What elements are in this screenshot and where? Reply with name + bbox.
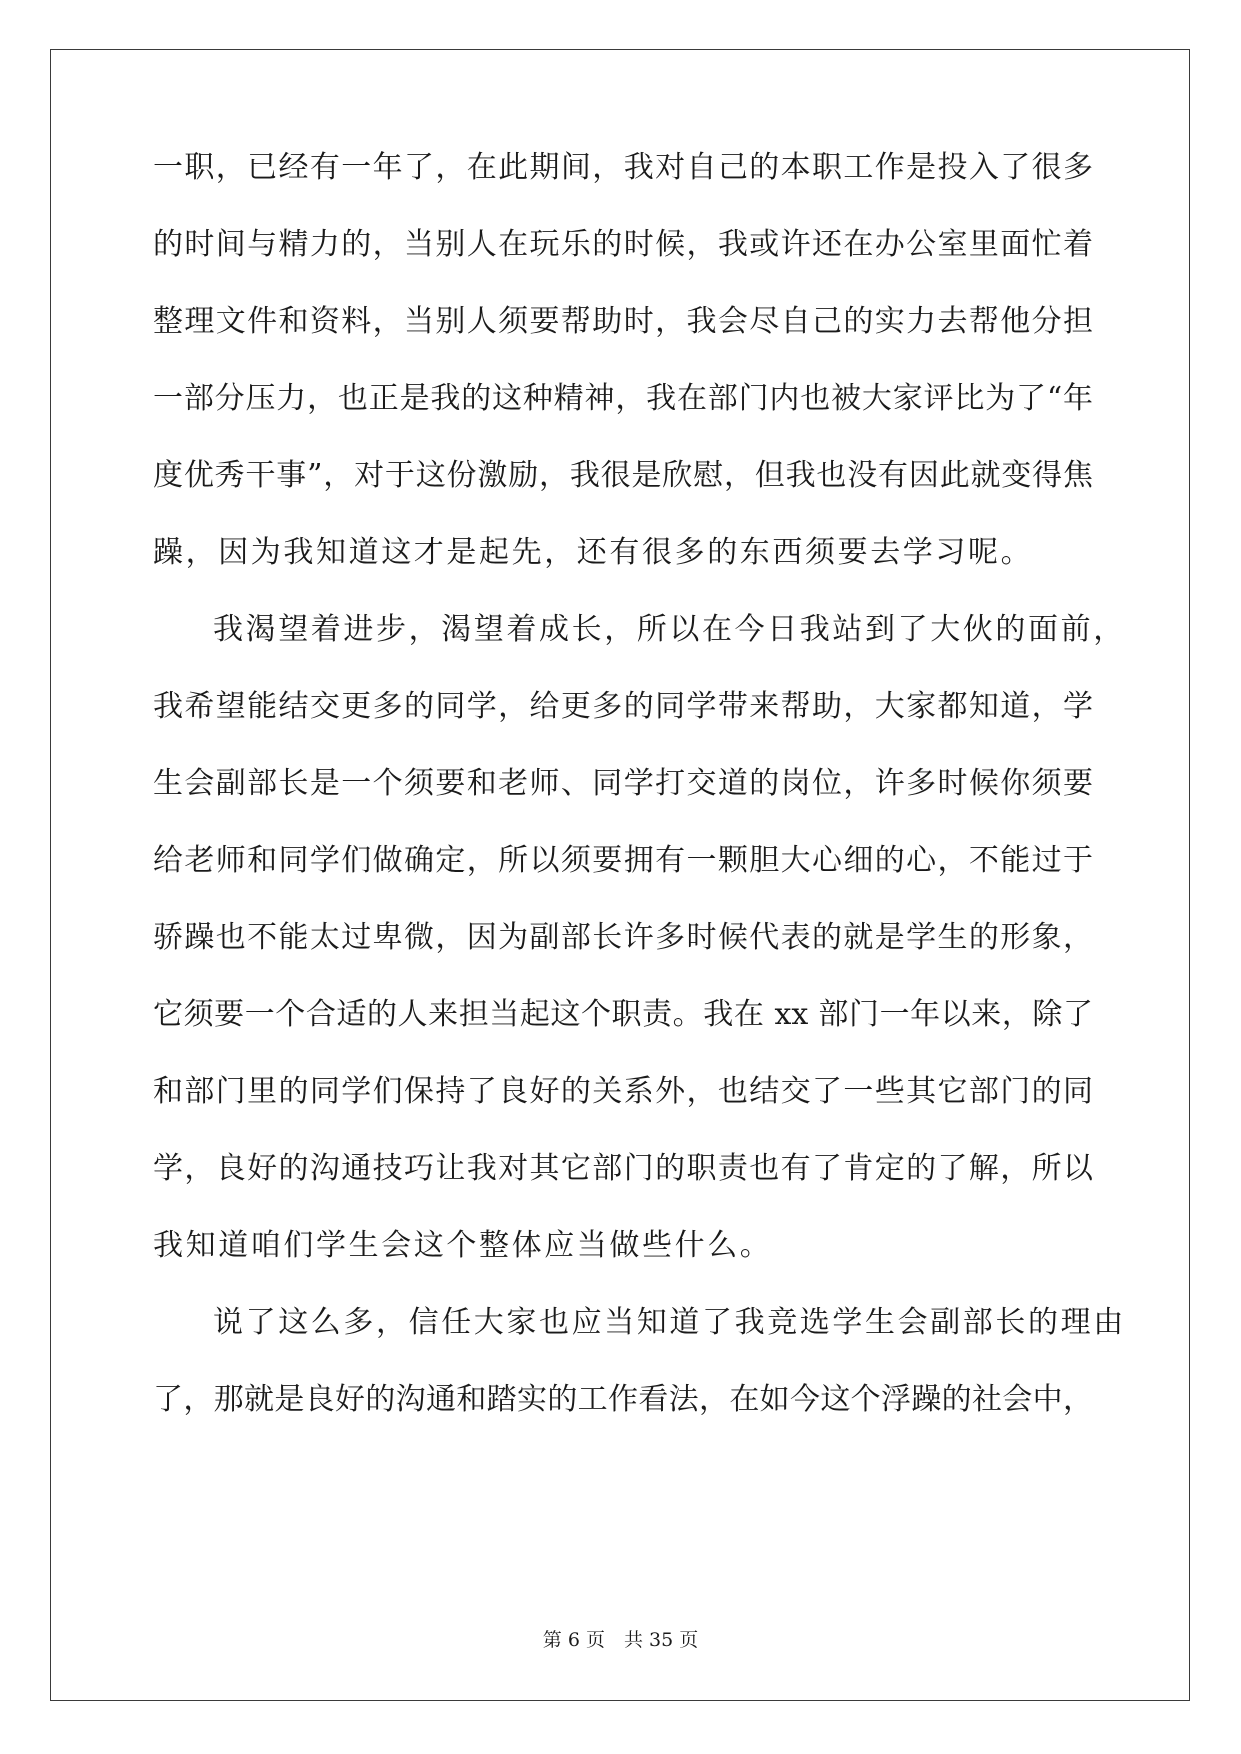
text-line: 一职，已经有一年了，在此期间，我对自己的本职工作是投入了很多	[153, 150, 1093, 185]
text-line: 的时间与精力的，当别人在玩乐的时候，我或许还在办公室里面忙着	[153, 227, 1093, 262]
text-line: 给老师和同学们做确定，所以须要拥有一颗胆大心细的心，不能过于	[153, 843, 1093, 878]
text-line: 整理文件和资料，当别人须要帮助时，我会尽自己的实力去帮他分担	[153, 304, 1093, 339]
text-line: 一部分压力，也正是我的这种精神，我在部门内也被大家评比为了“年	[153, 381, 1093, 416]
text-line: 和部门里的同学们保持了良好的关系外，也结交了一些其它部门的同	[153, 1074, 1093, 1109]
text-line: 了，那就是良好的沟通和踏实的工作看法，在如今这个浮躁的社会中，	[153, 1382, 1093, 1417]
text-line: 我希望能结交更多的同学，给更多的同学带来帮助，大家都知道，学	[153, 689, 1093, 724]
text-line: 躁，因为我知道这才是起先，还有很多的东西须要去学习呢。	[153, 535, 1034, 570]
paragraph-first-line: 说了这么多，信任大家也应当知道了我竞选学生会副部长的理由	[213, 1305, 1126, 1340]
text-line: 学，良好的沟通技巧让我对其它部门的职责也有了肯定的了解，所以	[153, 1151, 1093, 1186]
page-number-footer: 第 6 页 共 35 页	[542, 1629, 699, 1651]
text-line: 度优秀干事”，对于这份激励，我很是欣慰，但我也没有因此就变得焦	[153, 458, 1093, 493]
text-line: 它须要一个合适的人来担当起这个职责。我在 xx 部门一年以来，除了	[153, 997, 1093, 1032]
text-line: 骄躁也不能太过卑微，因为副部长许多时候代表的就是学生的形象，	[153, 920, 1093, 955]
paragraph-first-line: 我渴望着进步，渴望着成长，所以在今日我站到了大伙的面前，	[213, 612, 1126, 647]
text-line: 生会副部长是一个须要和老师、同学打交道的岗位，许多时候你须要	[153, 766, 1093, 801]
text-line: 我知道咱们学生会这个整体应当做些什么。	[153, 1228, 773, 1263]
